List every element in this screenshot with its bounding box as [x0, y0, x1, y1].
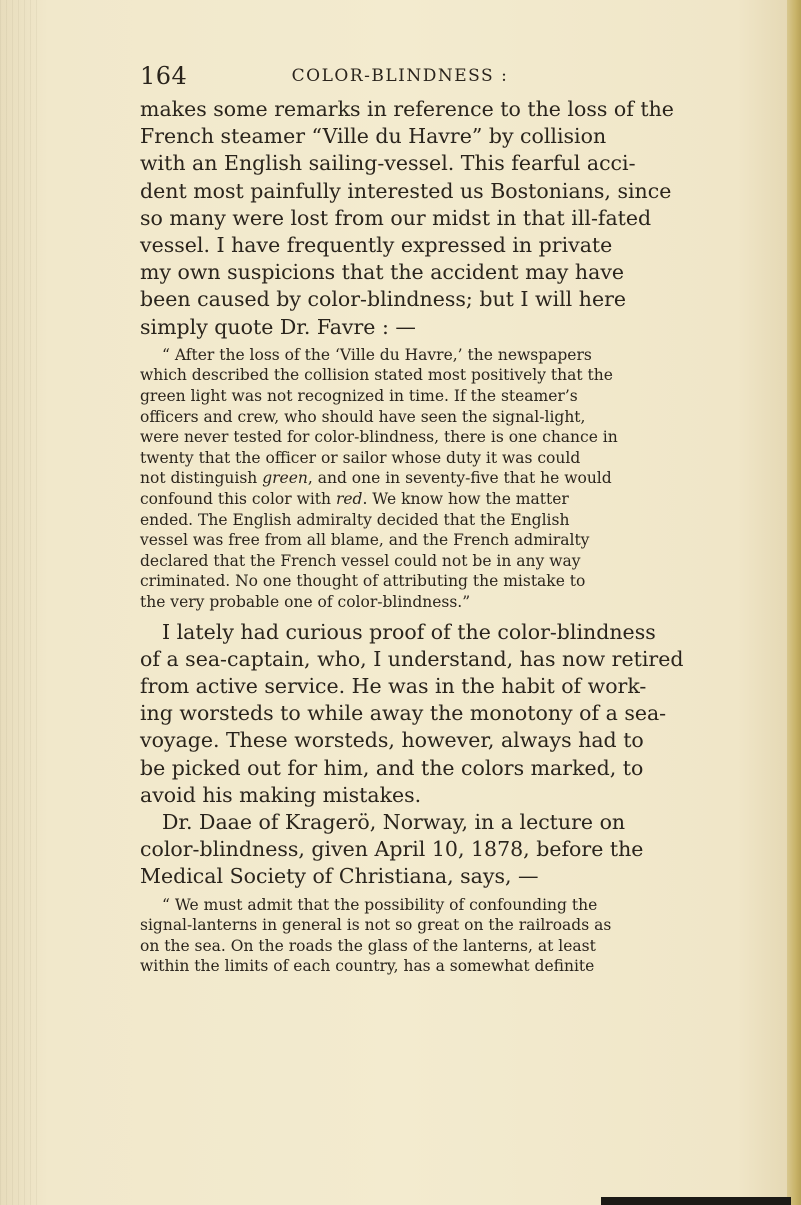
quote-line: vessel was free from all blame, and the French admiralty: [140, 531, 590, 550]
page-number: 164: [140, 62, 188, 90]
quote-line: the very probable one of color-blindness.”: [140, 592, 471, 611]
text-line: I lately had curious proof of the color-blindness: [162, 619, 656, 644]
text-line: Dr. Daae of Kragerö, Norway, in a lecture on: [162, 809, 626, 834]
text-line: French steamer “Ville du Havre” by collision: [140, 124, 607, 149]
quote-line: officers and crew, who should have seen the signal-light,: [140, 407, 586, 426]
running-head: [140, 62, 780, 92]
quote-line: green light was not recognized in time. If the steamer’s: [140, 387, 578, 406]
text-line: vessel. I have frequently expressed in private: [140, 233, 613, 258]
text-line: avoid his making mistakes.: [140, 782, 422, 807]
text-line: ing worsteds to while away the monotony of a sea-: [140, 701, 667, 726]
text-line: from active service. He was in the habit of work-: [140, 673, 647, 698]
text-line: Medical Society of Christiana, says, —: [140, 864, 539, 889]
quote-line: within the limits of each country, has a somewhat definite: [140, 957, 595, 976]
quote-line: on the sea. On the roads the glass of the lanterns, at least: [140, 936, 596, 955]
quote-line: confound this color with red. We know how the matter: [140, 489, 569, 508]
quote-line: signal-lanterns in general is not so great on the railroads as: [140, 916, 612, 935]
text-line: makes some remarks in reference to the loss of the: [140, 97, 674, 121]
text-line: so many were lost from our midst in that ill-fated: [140, 205, 652, 230]
quote-line: were never tested for color-blindness, there is one chance in: [140, 428, 618, 447]
text-line: my own suspicions that the accident may have: [140, 260, 625, 285]
paragraph: [140, 96, 780, 341]
text-line: with an English sailing-vessel. This fearful acci-: [140, 151, 636, 176]
quote-line: twenty that the officer or sailor whose duty it was could: [140, 448, 581, 467]
text-line: color-blindness, given April 10, 1878, before the: [140, 837, 644, 862]
paragraph: [140, 619, 780, 809]
paragraph: [140, 809, 780, 891]
text-line: be picked out for him, and the colors marked, to: [140, 755, 644, 780]
page-bottom-edge: [601, 1197, 791, 1205]
block-quote: [140, 345, 780, 613]
text-line: of a sea-captain, who, I understand, has now retired: [140, 646, 684, 671]
text-line: simply quote Dr. Favre : —: [140, 314, 416, 339]
quote-line: criminated. No one thought of attributing the mistake to: [140, 572, 586, 591]
body-text: [140, 96, 780, 983]
block-quote: [140, 895, 780, 977]
quote-line: “ After the loss of the ‘Ville du Havre,’ the newspapers: [162, 345, 592, 364]
quote-line: which described the collision stated most positively that the: [140, 366, 613, 385]
page-edge: [787, 0, 801, 1205]
quote-line: declared that the French vessel could not be in any way: [140, 551, 581, 570]
text-line: been caused by color-blindness; but I will here: [140, 287, 627, 312]
text-line: dent most painfully interested us Bostonians, since: [140, 178, 672, 203]
quote-line: ended. The English admiralty decided that the English: [140, 510, 570, 529]
text-line: voyage. These worsteds, however, always had to: [140, 728, 644, 753]
binding-gutter: [0, 0, 40, 1205]
quote-line: not distinguish green, and one in seventy-five that he would: [140, 469, 612, 488]
running-title: COLOR-BLINDNESS :: [291, 66, 509, 86]
quote-line: “ We must admit that the possibility of confounding the: [162, 895, 598, 914]
